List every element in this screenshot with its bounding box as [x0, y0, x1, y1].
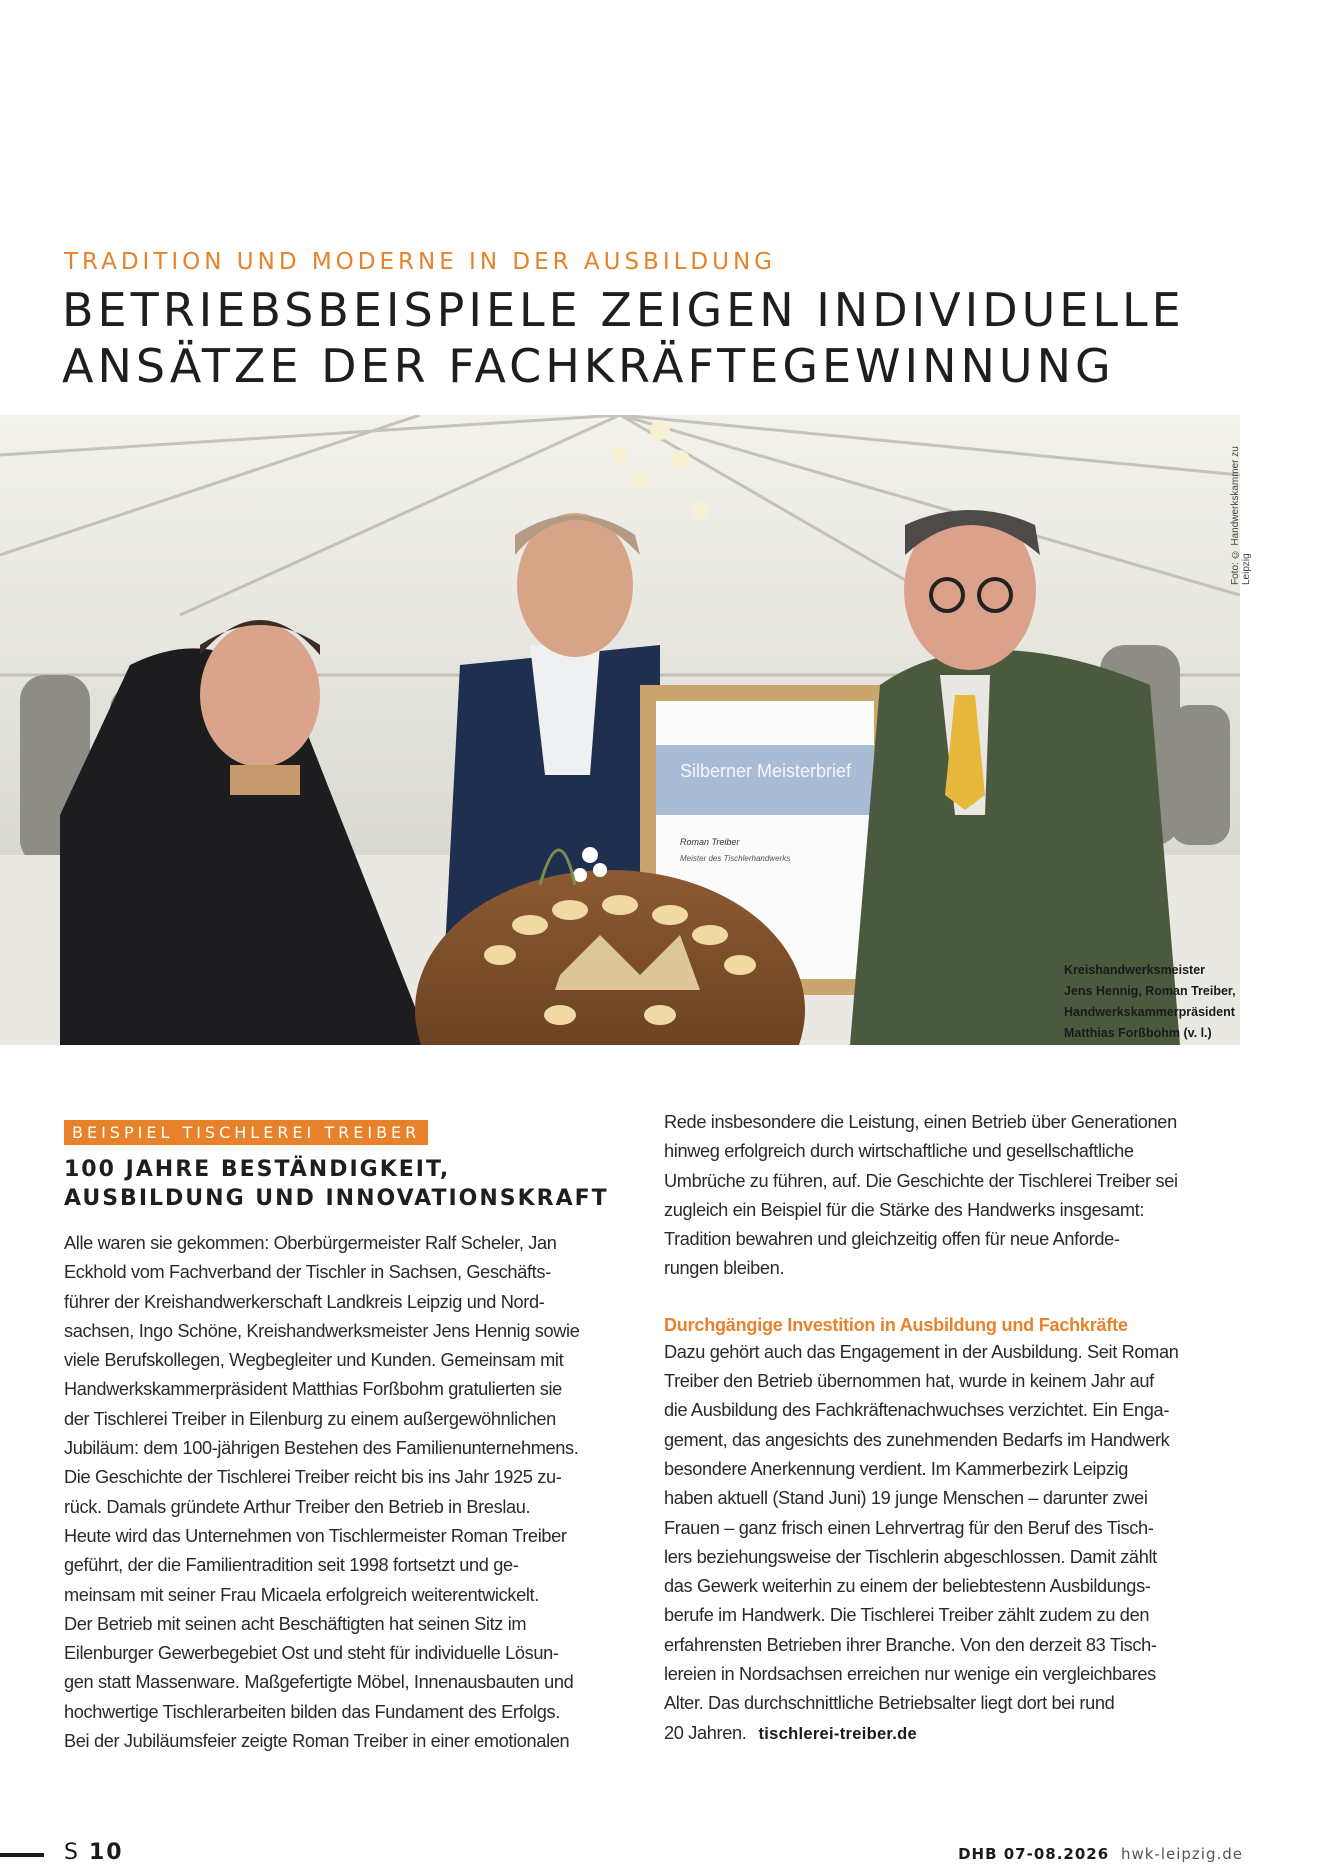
text-line: gement, das angesichts des zunehmenden Bedarfs im Handwerk — [664, 1429, 1170, 1450]
text-line: viele Berufskollegen, Wegbegleiter und Kunden. Gemeinsam mit — [64, 1350, 564, 1371]
kicker: TRADITION UND MODERNE IN DER AUSBILDUNG — [64, 249, 777, 275]
text-line: der Tischlerei Treiber in Eilenburg zu einem außergewöhnlichen — [64, 1408, 556, 1429]
text-line: Heute wird das Unternehmen von Tischlermeister Roman Treiber — [64, 1525, 567, 1546]
text-line: Der Betrieb mit seinen acht Beschäftigten hat seinen Sitz im — [64, 1613, 527, 1634]
text-line: berufe im Handwerk. Die Tischlerei Treiber zählt zudem zu den — [664, 1605, 1150, 1626]
text-line: Eilenburger Gewerbegebiet Ost und steht für individuelle Lösun- — [64, 1643, 559, 1664]
caption-line: Kreishandwerksmeister — [1064, 963, 1206, 977]
text-line: rungen bleiben. — [664, 1258, 785, 1279]
text-line: Umbrüche zu führen, auf. Die Geschichte der Tischlerei Treiber sei — [664, 1170, 1178, 1191]
text-line: haben aktuell (Stand Juni) 19 junge Menschen – darunter zwei — [664, 1488, 1148, 1509]
text-line: Frauen – ganz frisch einen Lehrvertrag für den Beruf des Tisch- — [664, 1517, 1154, 1538]
certificate-name: Roman Treiber — [680, 837, 740, 847]
caption-line: Handwerkskammerpräsident — [1064, 1005, 1235, 1019]
text-line: die Ausbildung des Fachkräftenachwuchses verzichtet. Ein Enga- — [664, 1400, 1170, 1421]
text-line: das Gewerk weiterhin zu einem der beliebtestenn Ausbildungs- — [664, 1576, 1151, 1597]
certificate-role: Meister des Tischlerhandwerks — [680, 854, 791, 863]
text-line: Die Geschichte der Tischlerei Treiber reicht bis ins Jahr 1925 zu- — [64, 1467, 562, 1488]
body-text-right-1 — [664, 1108, 1249, 1284]
headline — [62, 282, 1262, 394]
text-line: Bei der Jubiläumsfeier zeigte Roman Treiber in einer emotionalen — [64, 1731, 570, 1752]
text-line: Eckhold vom Fachverband der Tischler in Sachsen, Geschäfts- — [64, 1262, 551, 1283]
text-line: rück. Damals gründete Arthur Treiber den Betrieb in Breslau. — [64, 1496, 531, 1517]
subheadline-line: 100 JAHRE BESTÄNDIGKEIT, — [64, 1157, 451, 1182]
right-column — [664, 1108, 1249, 1749]
photo-illustration — [0, 415, 1240, 1045]
headline-line-2: ANSÄTZE DER FACHKRÄFTEGEWINNUNG — [62, 339, 1115, 393]
text-line: besondere Anerkennung verdient. Im Kammerbezirk Leipzig — [664, 1458, 1128, 1479]
subheadline-line: AUSBILDUNG UND INNOVATIONSKRAFT — [64, 1186, 609, 1211]
body-text-left — [64, 1229, 639, 1756]
text-line: gen statt Massenware. Maßgefertigte Möbel, Innenausbauten und — [64, 1672, 574, 1693]
text-line: Alter. Das durchschnittliche Betriebsalter liegt dort bei rund — [664, 1693, 1115, 1714]
left-column — [64, 1120, 639, 1756]
text-line: Dazu gehört auch das Engagement in der Ausbildung. Seit Roman — [664, 1341, 1179, 1362]
text-line: Jubiläum: dem 100-jährigen Bestehen des Familienunternehmens. — [64, 1438, 579, 1459]
issue-info — [958, 1845, 1243, 1863]
site-link[interactable]: hwk-leipzig.de — [1120, 1845, 1243, 1863]
text-line: geführt, der die Familientradition seit 1998 fortsetzt und ge- — [64, 1555, 519, 1576]
text-line: hochwertige Tischlerarbeiten bilden das Fundament des Erfolgs. — [64, 1701, 560, 1722]
text-line: Tradition bewahren und gleichzeitig offen für neue Anforde- — [664, 1229, 1120, 1250]
text-line: lereien in Nordsachsen erreichen nur wenige ein vergleichbares — [664, 1664, 1156, 1685]
section-tag: BEISPIEL TISCHLEREI TREIBER — [64, 1120, 428, 1145]
photo — [0, 415, 1240, 1045]
text-line: Treiber den Betrieb übernommen hat, wurde in keinem Jahr auf — [664, 1371, 1154, 1392]
certificate-title: Silberner Meisterbrief — [680, 761, 852, 781]
text-line: lers beziehungsweise der Tischlerin abgeschlossen. Damit zählt — [664, 1546, 1157, 1567]
text-line: Rede insbesondere die Leistung, einen Betrieb über Generationen — [664, 1112, 1177, 1132]
text-line: erfahrensten Betrieben ihrer Branche. Von den derzeit 83 Tisch- — [664, 1634, 1157, 1655]
photo-caption — [1064, 960, 1264, 1044]
text-line: meinsam mit seiner Frau Micaela erfolgreich weiterentwickelt. — [64, 1584, 539, 1605]
website-link[interactable]: tischlerei-treiber.de — [758, 1724, 917, 1743]
text-line-last — [664, 1719, 1249, 1749]
text-line: zugleich ein Beispiel für die Stärke des Handwerks insgesamt: — [664, 1199, 1145, 1220]
page-prefix: S — [64, 1840, 80, 1865]
text-line: führer der Kreishandwerkerschaft Landkreis Leipzig und Nord- — [64, 1291, 545, 1312]
issue-label: DHB 07-08.2026 — [958, 1845, 1110, 1863]
page-number — [64, 1840, 124, 1865]
text-line: Handwerkskammerpräsident Matthias Forßbohm gratulierten sie — [64, 1379, 562, 1400]
page-number-value: 10 — [88, 1840, 124, 1865]
headline-line-1: BETRIEBSBEISPIELE ZEIGEN INDIVIDUELLE — [62, 283, 1185, 337]
section-heading: Durchgängige Investition in Ausbildung und Fachkräfte — [664, 1314, 1128, 1335]
footer-rule — [0, 1853, 44, 1857]
body-text-right-2 — [664, 1338, 1249, 1749]
text-line: Alle waren sie gekommen: Oberbürgermeister Ralf Scheler, Jan — [64, 1233, 557, 1253]
caption-line: Matthias Forßbohm (v. l.) — [1064, 1026, 1212, 1040]
photo-credit: Foto: © Handwerkskammer zu Leipzig — [1230, 446, 1252, 585]
text-line: hinweg erfolgreich durch wirtschaftliche und gesellschaftliche — [664, 1141, 1134, 1162]
last-line-text: 20 Jahren. — [664, 1722, 747, 1743]
caption-line: Jens Hennig, Roman Treiber, — [1064, 984, 1236, 998]
text-line: sachsen, Ingo Schöne, Kreishandwerksmeister Jens Hennig sowie — [64, 1320, 580, 1341]
subheadline — [64, 1155, 639, 1213]
